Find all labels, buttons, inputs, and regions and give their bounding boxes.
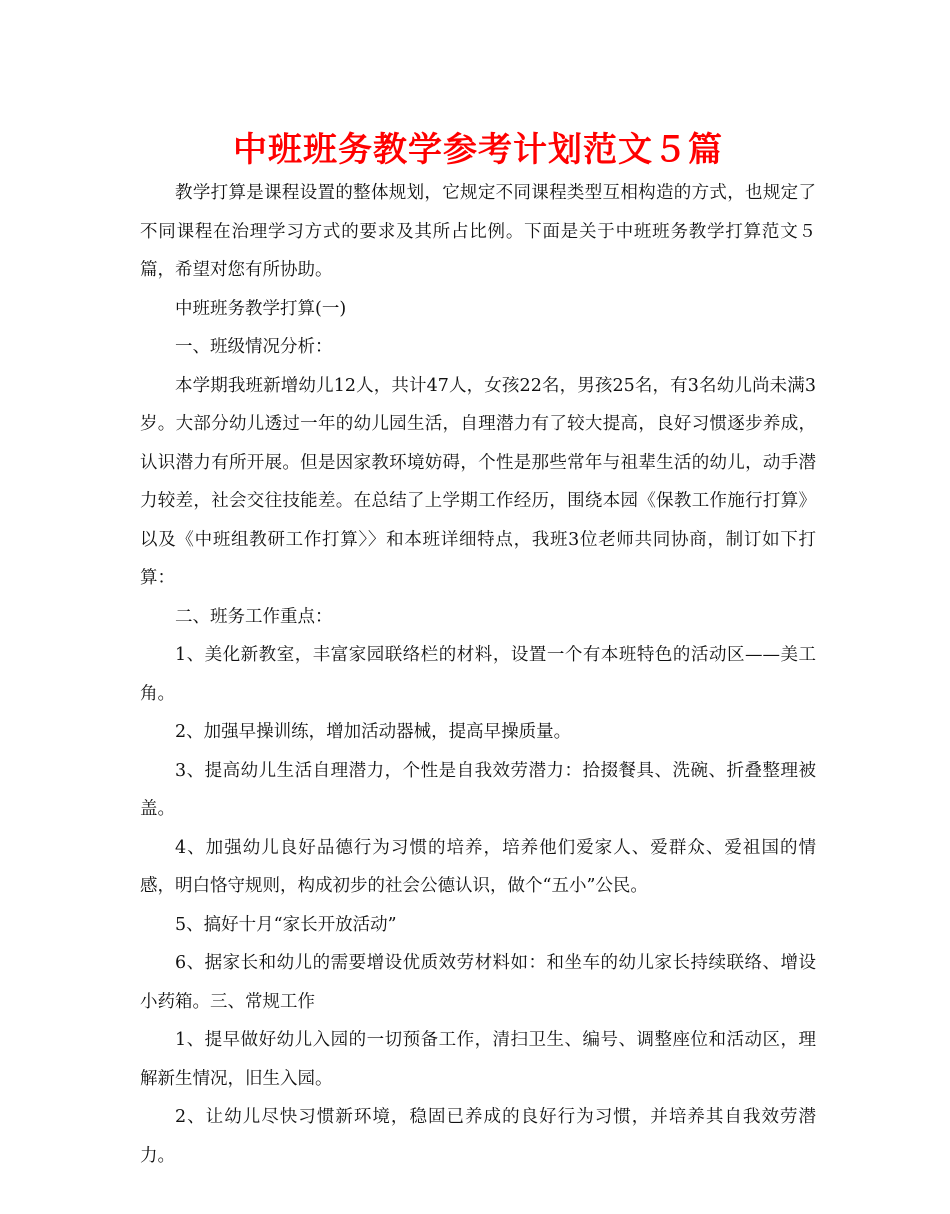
document-page [140,126,816,1175]
list-item: 2、加强早操训练，增加活动器械，提高早操质量。 [175,722,572,742]
document-title: 中班班务教学参考计划范文５篇 [233,130,723,170]
list-item: 6、据家长和幼儿的需要增设优质效劳材料如：和坐车的幼儿家长持续联络、增设小药箱。三、常规工作 [140,953,816,1012]
plan-heading: 中班班务教学打算(一) [175,298,347,319]
intro-paragraph: 教学打算是课程设置的整体规划，它规定不同课程类型互相构造的方式，也规定了不同课程在治理学习方式的要求及其所占比例。下面是关于中班班务教学打算范文５篇，希望对您有所协助。 [140,183,816,280]
list-item: 1、美化新教室，丰富家园联络栏的材料，设置一个有本班特色的活动区——美工角。 [140,645,816,704]
list-item: 5、搞好十月“家长开放活动” [175,914,397,935]
class-analysis-paragraph: 本学期我班新增幼儿12人，共计47人，女孩22名，男孩25名，有3名幼儿尚未满3岁。大部分幼儿透过一年的幼儿园生活，自理潜力有了较大提高，良好习惯逐步养成，认识潜力有所开展。但是因家教环境妨碍，个性是那些常年与祖辈生活的幼儿，动手潜力较差，社会交往技能差。在总结了上学期工作经历，围绕本园《保教工作施行打算》以及《中班组教研工作打算〉〉和本班详细特点，我班3位老师共同协商，制订如下打算： [140,375,816,588]
list-item: 2、让幼儿尽快习惯新环境，稳固已养成的良好行为习惯，并培养其自我效劳潜力。 [140,1107,816,1166]
section-heading-work-focus: 二、班务工作重点： [175,606,333,627]
section-heading-class-analysis: 一、班级情况分析： [175,337,333,357]
list-item: 1、提早做好幼儿入园的一切预备工作，清扫卫生、编号、调整座位和活动区，理解新生情况，旧生入园。 [140,1030,816,1089]
list-item: 4、加强幼儿良好品德行为习惯的培养，培养他们爱家人、爱群众、爱祖国的情感，明白恪守规则，构成初步的社会公德认识，做个“五小”公民。 [140,837,816,896]
list-item: 3、提高幼儿生活自理潜力，个性是自我效劳潜力：拾掇餐具、洗碗、折叠整理被盖。 [140,760,816,819]
